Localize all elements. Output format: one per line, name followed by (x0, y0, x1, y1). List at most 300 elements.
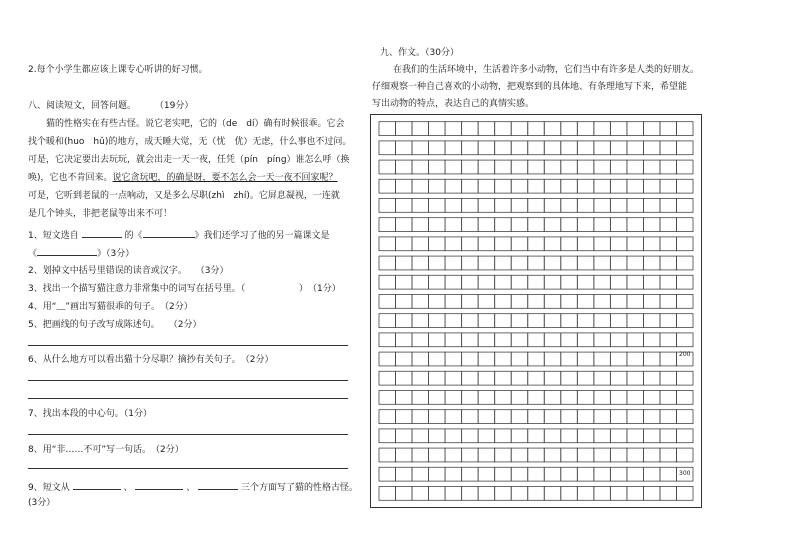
grid-cell[interactable] (478, 410, 495, 424)
grid-cell[interactable] (594, 179, 611, 193)
grid-cell[interactable] (445, 218, 462, 232)
grid-cell[interactable] (412, 141, 429, 155)
grid-cell[interactable] (643, 179, 660, 193)
grid-cell[interactable] (478, 448, 495, 462)
grid-cell[interactable] (379, 141, 396, 155)
grid-cell[interactable] (379, 486, 396, 500)
grid-cell[interactable] (396, 160, 413, 174)
grid-cell[interactable] (627, 198, 644, 212)
grid-cell[interactable] (429, 333, 446, 347)
q9-blank[interactable] (198, 480, 238, 490)
grid-cell[interactable] (610, 352, 627, 366)
grid-cell[interactable] (577, 160, 594, 174)
q9-blank[interactable] (73, 480, 121, 490)
grid-cell[interactable] (528, 429, 545, 443)
grid-cell[interactable] (478, 141, 495, 155)
grid-cell[interactable] (445, 198, 462, 212)
grid-cell[interactable] (396, 410, 413, 424)
grid-cell[interactable] (660, 198, 677, 212)
grid-cell[interactable] (627, 410, 644, 424)
grid-cell[interactable] (462, 275, 479, 289)
grid-cell[interactable] (594, 198, 611, 212)
grid-cell[interactable] (676, 486, 693, 500)
grid-cell[interactable] (528, 256, 545, 270)
q1-lesson-blank[interactable] (37, 246, 97, 256)
grid-cell[interactable] (379, 179, 396, 193)
grid-cell[interactable] (495, 179, 512, 193)
grid-cell[interactable] (462, 218, 479, 232)
grid-cell[interactable] (412, 333, 429, 347)
grid-cell[interactable] (627, 371, 644, 385)
grid-cell[interactable] (511, 410, 528, 424)
grid-cell[interactable] (462, 429, 479, 443)
grid-cell[interactable] (462, 141, 479, 155)
grid-cell[interactable] (643, 141, 660, 155)
grid-cell[interactable] (445, 237, 462, 251)
grid-cell[interactable] (396, 467, 413, 481)
composition-grid[interactable] (370, 114, 702, 508)
grid-cell[interactable] (660, 410, 677, 424)
grid-cell[interactable] (511, 333, 528, 347)
grid-cell[interactable] (577, 390, 594, 404)
grid-cell[interactable] (610, 179, 627, 193)
grid-cell[interactable] (445, 486, 462, 500)
grid-cell[interactable] (528, 486, 545, 500)
grid-cell[interactable] (676, 179, 693, 193)
grid-cell[interactable] (379, 390, 396, 404)
grid-cell[interactable] (528, 390, 545, 404)
grid-cell[interactable] (544, 275, 561, 289)
grid-cell[interactable] (643, 275, 660, 289)
grid-cell[interactable] (594, 237, 611, 251)
grid-cell[interactable] (660, 314, 677, 328)
grid-cell[interactable] (429, 429, 446, 443)
grid-cell[interactable] (412, 122, 429, 136)
grid-cell[interactable] (643, 371, 660, 385)
grid-cell[interactable] (627, 448, 644, 462)
grid-cell[interactable] (561, 314, 578, 328)
grid-cell[interactable] (495, 429, 512, 443)
grid-cell[interactable] (478, 467, 495, 481)
grid-cell[interactable] (495, 467, 512, 481)
grid-cell[interactable] (445, 390, 462, 404)
grid-cell[interactable] (462, 371, 479, 385)
grid-cell[interactable] (577, 275, 594, 289)
grid-cell[interactable] (396, 333, 413, 347)
grid-cell[interactable] (462, 390, 479, 404)
grid-cell[interactable] (429, 160, 446, 174)
grid-cell[interactable] (544, 179, 561, 193)
grid-cell[interactable] (396, 352, 413, 366)
grid-cell[interactable] (412, 198, 429, 212)
grid-cell[interactable] (379, 371, 396, 385)
grid-cell[interactable] (561, 410, 578, 424)
grid-cell[interactable] (676, 160, 693, 174)
grid-cell[interactable] (396, 390, 413, 404)
grid-cell[interactable] (429, 275, 446, 289)
grid-cell[interactable] (511, 314, 528, 328)
grid-cell[interactable] (610, 467, 627, 481)
grid-cell[interactable] (577, 198, 594, 212)
grid-cell[interactable] (610, 448, 627, 462)
grid-cell[interactable] (445, 352, 462, 366)
grid-cell[interactable] (643, 218, 660, 232)
grid-cell[interactable] (627, 237, 644, 251)
grid-cell[interactable] (412, 256, 429, 270)
grid-cell[interactable] (478, 218, 495, 232)
grid-cell[interactable] (445, 448, 462, 462)
q9-blank[interactable] (135, 480, 183, 490)
grid-cell[interactable] (676, 218, 693, 232)
grid-cell[interactable] (561, 237, 578, 251)
grid-cell[interactable] (676, 198, 693, 212)
grid-cell[interactable] (544, 390, 561, 404)
grid-cell[interactable] (577, 141, 594, 155)
grid-cell[interactable] (660, 237, 677, 251)
grid-cell[interactable] (412, 410, 429, 424)
grid-cell[interactable] (660, 294, 677, 308)
grid-cell[interactable] (610, 122, 627, 136)
grid-cell[interactable] (478, 371, 495, 385)
grid-cell[interactable] (478, 122, 495, 136)
grid-cell[interactable] (396, 141, 413, 155)
grid-cell[interactable] (660, 390, 677, 404)
grid-cell[interactable] (396, 486, 413, 500)
grid-cell[interactable] (544, 429, 561, 443)
grid-cell[interactable] (396, 198, 413, 212)
grid-cell[interactable] (627, 294, 644, 308)
grid-cell[interactable] (676, 122, 693, 136)
grid-cell[interactable] (462, 467, 479, 481)
grid-cell[interactable] (429, 314, 446, 328)
grid-cell[interactable] (412, 275, 429, 289)
grid-cell[interactable] (643, 237, 660, 251)
grid-cell[interactable] (544, 218, 561, 232)
grid-cell[interactable] (594, 390, 611, 404)
grid-cell[interactable] (429, 448, 446, 462)
grid-cell[interactable] (528, 237, 545, 251)
grid-cell[interactable] (429, 141, 446, 155)
grid-cell[interactable] (561, 371, 578, 385)
grid-cell[interactable] (462, 256, 479, 270)
grid-cell[interactable] (462, 237, 479, 251)
grid-cell[interactable] (511, 256, 528, 270)
grid-cell[interactable] (478, 429, 495, 443)
grid-cell[interactable] (627, 122, 644, 136)
grid-cell[interactable] (627, 352, 644, 366)
grid-cell[interactable] (396, 448, 413, 462)
grid-cell[interactable] (495, 237, 512, 251)
grid-cell[interactable] (627, 429, 644, 443)
grid-cell[interactable] (462, 352, 479, 366)
grid-cell[interactable] (379, 198, 396, 212)
grid-cell[interactable] (429, 390, 446, 404)
grid-cell[interactable] (478, 198, 495, 212)
q1-author-blank[interactable] (82, 228, 122, 238)
grid-cell[interactable] (660, 275, 677, 289)
grid-cell[interactable] (643, 122, 660, 136)
grid-cell[interactable] (528, 410, 545, 424)
grid-cell[interactable] (627, 390, 644, 404)
grid-cell[interactable] (412, 371, 429, 385)
grid-cell[interactable] (396, 122, 413, 136)
grid-cell[interactable] (660, 256, 677, 270)
grid-cell[interactable] (561, 486, 578, 500)
grid-cell[interactable] (660, 429, 677, 443)
grid-cell[interactable] (495, 486, 512, 500)
grid-cell[interactable] (462, 160, 479, 174)
grid-cell[interactable] (511, 198, 528, 212)
grid-cell[interactable] (660, 141, 677, 155)
grid-cell[interactable] (594, 256, 611, 270)
grid-cell[interactable] (594, 410, 611, 424)
grid-cell[interactable] (478, 314, 495, 328)
grid-cell[interactable] (610, 390, 627, 404)
grid-cell[interactable] (610, 429, 627, 443)
grid-cell[interactable] (544, 333, 561, 347)
grid-cell[interactable] (594, 294, 611, 308)
grid-cell[interactable] (478, 237, 495, 251)
grid-cell[interactable] (396, 237, 413, 251)
grid-cell[interactable] (577, 294, 594, 308)
grid-cell[interactable] (660, 218, 677, 232)
grid-cell[interactable] (561, 467, 578, 481)
grid-cell[interactable] (478, 275, 495, 289)
grid-cell[interactable] (495, 275, 512, 289)
grid-cell[interactable] (676, 410, 693, 424)
grid-cell[interactable] (544, 371, 561, 385)
grid-cell[interactable] (412, 486, 429, 500)
grid-cell[interactable] (577, 256, 594, 270)
grid-cell[interactable] (396, 179, 413, 193)
grid-cell[interactable] (412, 160, 429, 174)
grid-cell[interactable] (660, 122, 677, 136)
grid-cell[interactable] (445, 275, 462, 289)
grid-cell[interactable] (495, 390, 512, 404)
grid-cell[interactable] (379, 352, 396, 366)
grid-cell[interactable] (627, 333, 644, 347)
grid-cell[interactable] (577, 237, 594, 251)
grid-cell[interactable] (445, 122, 462, 136)
grid-cell[interactable] (594, 371, 611, 385)
grid-cell[interactable] (495, 198, 512, 212)
grid-cell[interactable] (643, 448, 660, 462)
grid-cell[interactable] (412, 218, 429, 232)
grid-cell[interactable] (379, 333, 396, 347)
grid-cell[interactable] (429, 122, 446, 136)
grid-cell[interactable] (528, 179, 545, 193)
grid-cell[interactable] (544, 237, 561, 251)
grid-cell[interactable] (627, 486, 644, 500)
grid-cell[interactable] (429, 218, 446, 232)
grid-cell[interactable] (561, 429, 578, 443)
grid-cell[interactable] (610, 218, 627, 232)
grid-cell[interactable] (396, 429, 413, 443)
grid-cell[interactable] (511, 237, 528, 251)
grid-cell[interactable] (462, 314, 479, 328)
grid-cell[interactable] (445, 294, 462, 308)
grid-cell[interactable] (528, 371, 545, 385)
grid-cell[interactable] (577, 218, 594, 232)
grid-cell[interactable] (676, 429, 693, 443)
grid-cell[interactable] (643, 467, 660, 481)
grid-cell[interactable] (511, 141, 528, 155)
grid-cell[interactable] (495, 371, 512, 385)
grid-cell[interactable] (610, 314, 627, 328)
grid-cell[interactable] (412, 179, 429, 193)
grid-cell[interactable] (594, 486, 611, 500)
grid-cell[interactable] (412, 429, 429, 443)
grid-cell[interactable] (594, 160, 611, 174)
grid-cell[interactable] (379, 237, 396, 251)
grid-cell[interactable] (462, 410, 479, 424)
grid-cell[interactable] (577, 352, 594, 366)
grid-cell[interactable] (495, 333, 512, 347)
grid-cell[interactable] (660, 352, 677, 366)
grid-cell[interactable] (676, 237, 693, 251)
grid-cell[interactable] (627, 141, 644, 155)
grid-cell[interactable] (577, 467, 594, 481)
grid-cell[interactable] (660, 160, 677, 174)
grid-cell[interactable] (610, 237, 627, 251)
grid-cell[interactable] (561, 294, 578, 308)
grid-cell[interactable] (594, 352, 611, 366)
grid-cell[interactable] (577, 448, 594, 462)
grid-cell[interactable] (379, 256, 396, 270)
grid-cell[interactable] (676, 371, 693, 385)
grid-cell[interactable] (462, 448, 479, 462)
grid-cell[interactable] (495, 122, 512, 136)
grid-cell[interactable] (511, 371, 528, 385)
grid-cell[interactable] (561, 160, 578, 174)
grid-cell[interactable] (478, 179, 495, 193)
grid-cell[interactable] (544, 448, 561, 462)
q1-book-blank[interactable] (143, 228, 195, 238)
grid-cell[interactable] (379, 467, 396, 481)
grid-cell[interactable] (412, 237, 429, 251)
grid-cell[interactable] (544, 256, 561, 270)
grid-cell[interactable] (528, 198, 545, 212)
grid-cell[interactable] (462, 333, 479, 347)
grid-cell[interactable] (429, 198, 446, 212)
grid-cell[interactable] (495, 256, 512, 270)
grid-cell[interactable] (544, 467, 561, 481)
grid-cell[interactable] (627, 275, 644, 289)
grid-cell[interactable] (445, 160, 462, 174)
grid-cell[interactable] (544, 141, 561, 155)
grid-cell[interactable] (577, 314, 594, 328)
grid-cell[interactable] (676, 390, 693, 404)
grid-cell[interactable] (462, 198, 479, 212)
grid-cell[interactable] (445, 141, 462, 155)
grid-cell[interactable] (412, 352, 429, 366)
grid-cell[interactable] (511, 294, 528, 308)
grid-cell[interactable] (610, 294, 627, 308)
grid-cell[interactable] (511, 448, 528, 462)
grid-cell[interactable] (676, 294, 693, 308)
grid-cell[interactable] (429, 467, 446, 481)
grid-cell[interactable] (610, 160, 627, 174)
grid-cell[interactable] (445, 371, 462, 385)
grid-cell[interactable] (610, 256, 627, 270)
grid-cell[interactable] (462, 179, 479, 193)
grid-cell[interactable] (511, 352, 528, 366)
grid-cell[interactable] (594, 333, 611, 347)
grid-cell[interactable] (660, 448, 677, 462)
grid-cell[interactable] (660, 467, 677, 481)
grid-cell[interactable] (379, 218, 396, 232)
grid-cell[interactable] (511, 218, 528, 232)
grid-cell[interactable] (643, 390, 660, 404)
grid-cell[interactable] (544, 198, 561, 212)
grid-cell[interactable] (544, 122, 561, 136)
grid-cell[interactable] (643, 333, 660, 347)
grid-cell[interactable] (445, 333, 462, 347)
grid-cell[interactable] (627, 314, 644, 328)
grid-cell[interactable] (561, 141, 578, 155)
grid-cell[interactable] (660, 333, 677, 347)
grid-cell[interactable] (495, 218, 512, 232)
grid-cell[interactable] (429, 237, 446, 251)
answer-line[interactable] (28, 345, 348, 346)
grid-cell[interactable] (561, 122, 578, 136)
grid-cell[interactable] (561, 390, 578, 404)
answer-line[interactable] (28, 434, 348, 435)
grid-cell[interactable] (495, 160, 512, 174)
grid-cell[interactable] (610, 410, 627, 424)
grid-cell[interactable] (643, 198, 660, 212)
grid-cell[interactable] (594, 448, 611, 462)
grid-cell[interactable] (660, 371, 677, 385)
grid-cell[interactable] (412, 294, 429, 308)
grid-cell[interactable] (627, 467, 644, 481)
grid-cell[interactable] (412, 314, 429, 328)
grid-cell[interactable] (478, 294, 495, 308)
grid-cell[interactable] (396, 371, 413, 385)
grid-cell[interactable] (445, 429, 462, 443)
grid-cell[interactable] (379, 275, 396, 289)
grid-cell[interactable] (594, 467, 611, 481)
grid-cell[interactable] (495, 352, 512, 366)
grid-cell[interactable] (610, 275, 627, 289)
grid-cell[interactable] (561, 448, 578, 462)
grid-cell[interactable] (445, 410, 462, 424)
grid-cell[interactable] (627, 218, 644, 232)
grid-cell[interactable] (445, 467, 462, 481)
grid-cell[interactable] (676, 314, 693, 328)
grid-cell[interactable] (429, 352, 446, 366)
grid-cell[interactable] (610, 198, 627, 212)
grid-cell[interactable] (643, 410, 660, 424)
grid-cell[interactable] (412, 448, 429, 462)
grid-cell[interactable] (495, 141, 512, 155)
grid-cell[interactable] (528, 141, 545, 155)
grid-cell[interactable] (676, 256, 693, 270)
grid-cell[interactable] (594, 429, 611, 443)
grid-cell[interactable] (561, 256, 578, 270)
answer-line[interactable] (28, 468, 348, 469)
grid-cell[interactable] (643, 352, 660, 366)
grid-cell[interactable] (544, 314, 561, 328)
grid-cell[interactable] (511, 122, 528, 136)
grid-cell[interactable] (627, 160, 644, 174)
grid-cell[interactable] (412, 390, 429, 404)
grid-cell[interactable] (643, 160, 660, 174)
grid-cell[interactable] (676, 333, 693, 347)
grid-cell[interactable] (478, 160, 495, 174)
grid-cell[interactable] (528, 160, 545, 174)
grid-cell[interactable] (610, 371, 627, 385)
